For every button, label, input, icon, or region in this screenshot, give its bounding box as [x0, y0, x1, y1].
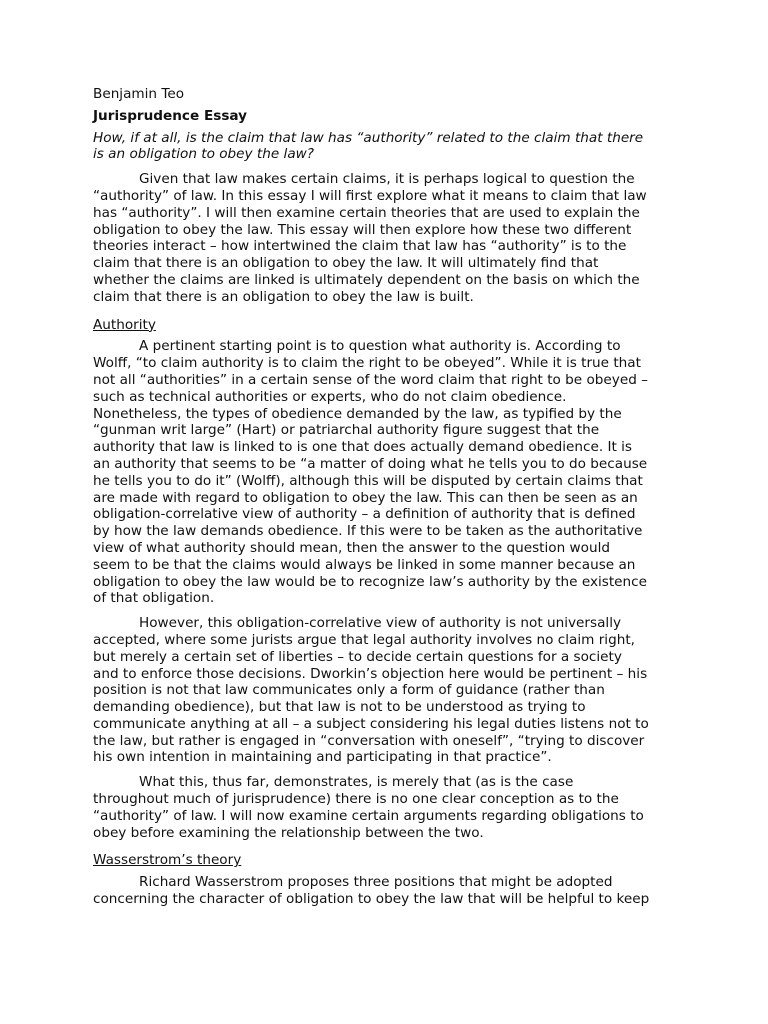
essay-body: [93, 171, 685, 908]
paragraph-line: his own intention in maintaining and participating in that practice”.: [93, 749, 552, 766]
section-heading: Wasserstrom’s theory: [93, 852, 242, 869]
paragraph-line: A pertinent starting point is to question what authority is. According to: [139, 338, 621, 355]
essay-section: [93, 171, 685, 305]
paragraph-line: the law, but rather is engaged in “conversation with oneself”, “trying to discover: [93, 732, 645, 749]
paragraph-line: whether the claims are linked is ultimately dependent on the basis on which the: [93, 271, 640, 288]
paragraph-line: and to enforce those decisions. Dworkin’s objection here would be pertinent – his: [93, 665, 648, 682]
paragraph-line: by how the law demands obedience. If this were to be taken as the authoritative: [93, 523, 643, 540]
paragraph-line: Nonetheless, the types of obedience demanded by the law, as typified by the: [93, 405, 622, 422]
essay-section: [93, 314, 685, 842]
paragraph: [93, 615, 685, 766]
paragraph-line: are made with regard to obligation to obey the law. This can then be seen as an: [93, 489, 638, 506]
paragraph-line: but merely a certain set of liberties – to decide certain questions for a society: [93, 648, 622, 665]
paragraph: [93, 338, 685, 607]
paragraph-line: Given that law makes certain claims, it is perhaps logical to question the: [139, 171, 635, 188]
essay-title: Jurisprudence Essay: [93, 107, 248, 124]
paragraph-line: obligation to obey the law. This essay will then explore how these two different: [93, 221, 632, 238]
paragraph-line: throughout much of jurisprudence) there is no one clear conception as to the: [93, 791, 619, 808]
paragraph-line: obey before examining the relationship between the two.: [93, 824, 484, 841]
paragraph-line: “gunman writ large” (Hart) or patriarchal authority figure suggest that the: [93, 422, 600, 439]
paragraph-line: demanding obedience), but that law is not to be understood as trying to: [93, 699, 586, 716]
paragraph-line: claim that there is an obligation to obey the law is built.: [93, 288, 474, 305]
essay-section: [93, 849, 685, 907]
paragraph-line: view of what authority should mean, then the answer to the question would: [93, 539, 610, 556]
section-heading: Authority: [93, 316, 156, 333]
paragraph-line: theories interact – how intertwined the claim that law has “authority” is to the: [93, 238, 627, 255]
essay-question: [93, 130, 685, 164]
paragraph-line: of that obligation.: [93, 590, 215, 607]
paragraph-line: obligation-correlative view of authority – a definition of authority that is defined: [93, 506, 636, 523]
paragraph-line: authority that law is linked to is one that does actually demand obedience. It is: [93, 439, 633, 456]
section-heading-wrap: [93, 314, 685, 331]
paragraph-line: communicate anything at all – a subject considering his legal duties listens not to: [93, 715, 649, 732]
author-name: Benjamin Teo: [93, 86, 185, 102]
paragraph-line: “authority” of law. In this essay I will first explore what it means to claim that law: [93, 187, 647, 204]
paragraph-line: What this, thus far, demonstrates, is merely that (as is the case: [139, 774, 574, 791]
paragraph: [93, 171, 685, 305]
paragraph-line: obligation to obey the law would be to recognize law’s authority by the existence: [93, 573, 647, 590]
paragraph-line: not all “authorities” in a certain sense of the word claim that right to be obeyed –: [93, 371, 648, 388]
paragraph-line: Wolff, “to claim authority is to claim the right to be obeyed”. While it is true that: [93, 355, 641, 372]
paragraph-line: accepted, where some jurists argue that legal authority involves no claim right,: [93, 631, 635, 648]
paragraph-line: seem to be that the claims would always be linked in some manner because an: [93, 556, 636, 573]
paragraph-line: concerning the character of obligation to obey the law that will be helpful to keep: [93, 891, 650, 908]
question-line: is an obligation to obey the law?: [93, 146, 314, 163]
paragraph-line: “authority” of law. I will now examine certain arguments regarding obligations to: [93, 807, 644, 824]
paragraph-line: such as technical authorities or experts, who do not claim obedience.: [93, 388, 567, 405]
paragraph-line: an authority that seems to be “a matter of doing what he tells you to do because: [93, 455, 648, 472]
paragraph-line: he tells you to do it” (Wolff), although this will be disputed by certain claims that: [93, 472, 643, 489]
paragraph-line: has “authority”. I will then examine certain theories that are used to explain the: [93, 204, 640, 221]
section-heading-wrap: [93, 849, 685, 869]
paragraph: [93, 774, 685, 841]
paragraph-line: position is not that law communicates only a form of guidance (rather than: [93, 682, 605, 699]
document-page: [93, 86, 685, 908]
question-line: How, if at all, is the claim that law has “authority” related to the claim that there: [93, 129, 644, 146]
paragraph-line: claim that there is an obligation to obey the law. It will ultimately find that: [93, 255, 599, 272]
paragraph-line: However, this obligation-correlative view of authority is not universally: [139, 615, 622, 632]
paragraph: [93, 874, 685, 908]
paragraph-line: Richard Wasserstrom proposes three positions that might be adopted: [139, 874, 613, 891]
